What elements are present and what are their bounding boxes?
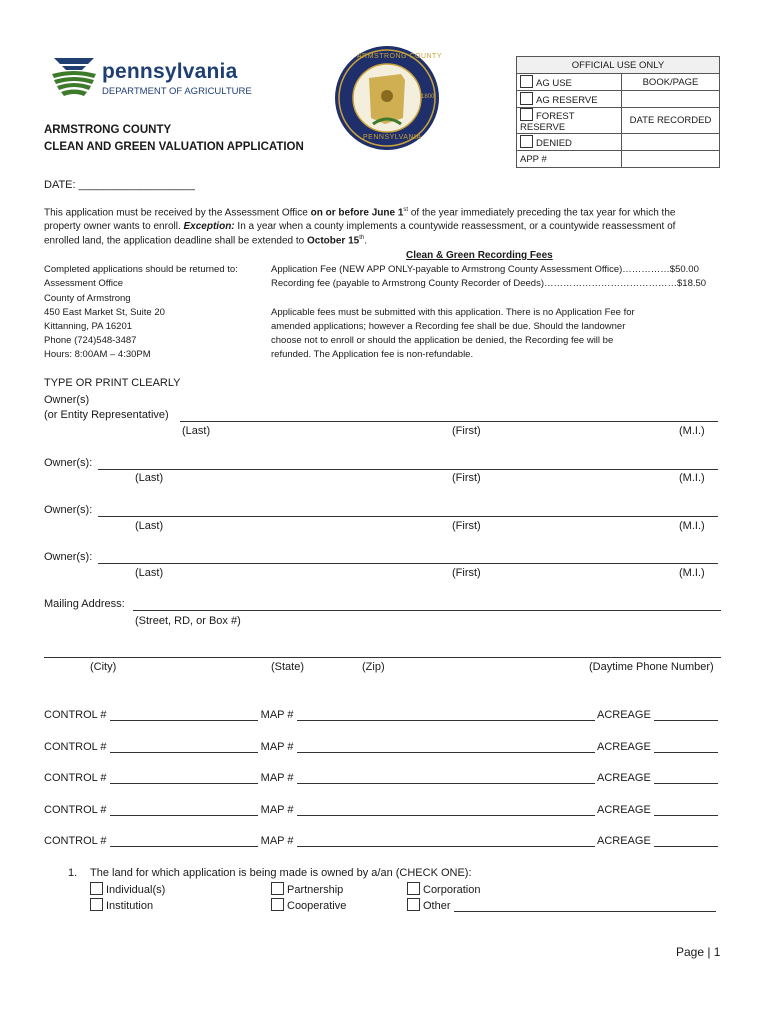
owner-3-mi-hint: (M.I.) — [679, 520, 705, 532]
app-number-field[interactable] — [622, 151, 720, 168]
ag-use-label: AG USE — [536, 78, 572, 89]
map-number-field[interactable] — [297, 708, 595, 721]
map-number-field[interactable] — [297, 803, 595, 816]
return-address-line: 450 East Market St, Suite 20 — [44, 307, 165, 318]
forest-reserve-label: FOREST RESERVE — [520, 111, 575, 133]
fees-note-1: Applicable fees must be submitted with this application. There is no Application Fee for — [271, 307, 635, 318]
mailing-city-state-zip-field[interactable] — [44, 645, 721, 658]
owner-2-field[interactable] — [98, 457, 718, 470]
other-specify-field[interactable] — [454, 899, 716, 912]
owner-label: Owner(s) — [44, 394, 90, 406]
owner-3-last-hint: (Last) — [135, 520, 164, 532]
seal-top-text: ARMSTRONG COUNTY — [357, 53, 442, 60]
city-hint: (City) — [90, 661, 117, 673]
office-hours: Hours: 8:00AM – 4:30PM — [44, 349, 151, 360]
county-heading: ARMSTRONG COUNTY — [44, 124, 172, 136]
parcel-row: CONTROL # MAP # ACREAGE — [44, 740, 718, 753]
seal-year: 1800 — [421, 94, 435, 100]
fees-note-2: amended applications; however a Recording fee shall be due. Should the landowner — [271, 321, 626, 332]
page-title: CLEAN AND GREEN VALUATION APPLICATION — [44, 141, 304, 153]
acreage-field[interactable] — [654, 803, 718, 816]
acreage-field[interactable] — [654, 708, 718, 721]
option-institution[interactable]: Institution — [90, 898, 153, 912]
pa-agriculture-logo — [50, 54, 255, 104]
owner-3-first-hint: (First) — [452, 520, 481, 532]
control-number-field[interactable] — [110, 771, 258, 784]
control-number-field[interactable] — [110, 708, 258, 721]
ag-use-checkbox[interactable] — [520, 75, 533, 88]
institution-checkbox[interactable] — [90, 898, 103, 911]
question-1-number: 1. — [68, 867, 78, 879]
control-number-field[interactable] — [110, 740, 258, 753]
owner-4-first-hint: (First) — [452, 567, 481, 579]
parcel-row: CONTROL # MAP # ACREAGE — [44, 834, 718, 847]
seal-bottom-text: PENNSYLVANIA — [363, 134, 422, 141]
option-partnership[interactable]: Partnership — [271, 882, 343, 896]
date-recorded-label: DATE RECORDED — [622, 108, 720, 134]
owner-2-last-hint: (Last) — [135, 472, 164, 484]
type-print-instruction: TYPE OR PRINT CLEARLY — [44, 377, 181, 389]
mailing-street-field[interactable] — [133, 598, 721, 611]
owner-1-field[interactable] — [180, 409, 718, 422]
option-corporation[interactable]: Corporation — [407, 882, 480, 896]
date-field[interactable]: DATE: ___________________ — [44, 179, 195, 191]
map-number-field[interactable] — [297, 740, 595, 753]
parcel-row: CONTROL # MAP # ACREAGE — [44, 803, 718, 816]
phone-hint: (Daytime Phone Number) — [589, 661, 714, 673]
office-phone: Phone (724)548-3487 — [44, 335, 137, 346]
book-page-field[interactable] — [622, 91, 720, 108]
recording-fee: Recording fee (payable to Armstrong County Recorder of Deeds)……………………………………$18.50 — [271, 278, 707, 289]
option-other[interactable]: Other — [407, 898, 716, 912]
owner-1-last-hint: (Last) — [182, 425, 211, 437]
keystone-icon — [50, 56, 98, 100]
fees-note-4: refunded. The Application fee is non-refundable. — [271, 349, 474, 360]
owner-3-label: Owner(s): — [44, 504, 93, 516]
corporation-checkbox[interactable] — [407, 882, 420, 895]
deadline-notice-line2: property owner wants to enroll. Exception: In a year when a county implements a countywide reassessment, or a countywide reassessment of — [44, 221, 676, 232]
owner-2-mi-hint: (M.I.) — [679, 472, 705, 484]
deadline-notice-line3: enrolled land, the application deadline shall be extended to October 15th. — [44, 235, 368, 247]
question-1-text: The land for which application is being made is owned by a/an (CHECK ONE): — [90, 867, 472, 879]
owner-3-field[interactable] — [98, 504, 718, 517]
owner-1-first-hint: (First) — [452, 425, 481, 437]
parcel-row: CONTROL # MAP # ACREAGE — [44, 771, 718, 784]
forest-reserve-checkbox[interactable] — [520, 108, 533, 121]
owner-4-field[interactable] — [98, 551, 718, 564]
fees-heading: Clean & Green Recording Fees — [406, 250, 553, 261]
map-number-field[interactable] — [297, 834, 595, 847]
ag-reserve-label: AG RESERVE — [536, 95, 598, 106]
page-number: Page | 1 — [676, 945, 721, 959]
county-seal — [333, 44, 441, 152]
deadline-notice-line1: This application must be received by the Assessment Office on or before June 1st of the year immediately preceding the tax year for which the — [44, 207, 676, 219]
acreage-field[interactable] — [654, 740, 718, 753]
logo-brand: pennsylvania — [102, 60, 238, 83]
map-number-field[interactable] — [297, 771, 595, 784]
owner-4-label: Owner(s): — [44, 551, 93, 563]
street-hint: (Street, RD, or Box #) — [135, 615, 241, 627]
logo-subtitle: DEPARTMENT OF AGRICULTURE — [102, 86, 252, 97]
partnership-checkbox[interactable] — [271, 882, 284, 895]
other-checkbox[interactable] — [407, 898, 420, 911]
entity-label: (or Entity Representative) — [44, 409, 169, 421]
state-hint: (State) — [271, 661, 305, 673]
acreage-field[interactable] — [654, 771, 718, 784]
mailing-address-label: Mailing Address: — [44, 598, 125, 610]
date-recorded-field[interactable] — [622, 134, 720, 151]
owner-4-mi-hint: (M.I.) — [679, 567, 705, 579]
individual-checkbox[interactable] — [90, 882, 103, 895]
denied-checkbox[interactable] — [520, 135, 533, 148]
cooperative-checkbox[interactable] — [271, 898, 284, 911]
fees-note-3: choose not to enroll or should the application be denied, the Recording fee will be — [271, 335, 614, 346]
denied-label: DENIED — [536, 138, 572, 149]
parcel-row: CONTROL # MAP # ACREAGE — [44, 708, 718, 721]
official-use-title: OFFICIAL USE ONLY — [517, 57, 720, 74]
zip-hint: (Zip) — [362, 661, 385, 673]
control-number-field[interactable] — [110, 803, 258, 816]
official-use-table — [516, 56, 720, 168]
return-address-line: County of Armstrong — [44, 293, 131, 304]
owner-4-last-hint: (Last) — [135, 567, 164, 579]
owner-2-label: Owner(s): — [44, 457, 93, 469]
return-address-line: Assessment Office — [44, 278, 124, 289]
book-page-label: BOOK/PAGE — [622, 74, 720, 91]
option-individual[interactable]: Individual(s) — [90, 882, 165, 896]
owner-2-first-hint: (First) — [452, 472, 481, 484]
app-number-label: APP # — [517, 151, 622, 168]
option-cooperative[interactable]: Cooperative — [271, 898, 346, 912]
return-address-heading: Completed applications should be returned to: — [44, 264, 238, 275]
acreage-field[interactable] — [654, 834, 718, 847]
owner-1-mi-hint: (M.I.) — [679, 425, 705, 437]
application-fee: Application Fee (NEW APP ONLY-payable to Armstrong County Assessment Office)……………$50.00 — [271, 264, 699, 275]
control-number-field[interactable] — [110, 834, 258, 847]
ag-reserve-checkbox[interactable] — [520, 92, 533, 105]
return-address-line: Kittanning, PA 16201 — [44, 321, 133, 332]
